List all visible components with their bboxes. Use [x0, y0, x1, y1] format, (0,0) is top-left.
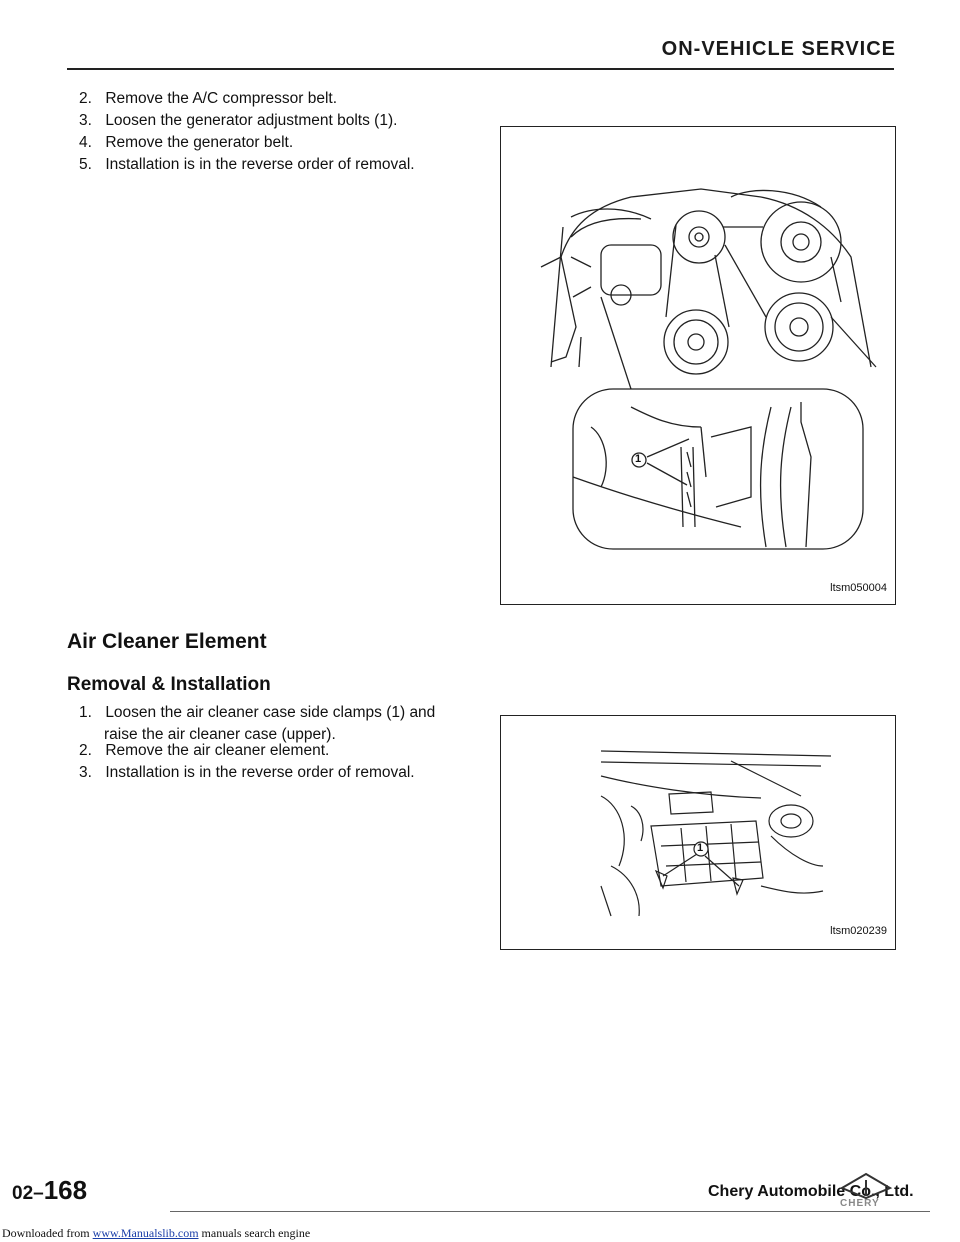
figure-callout-1: 1 [697, 842, 704, 854]
figure-code: ltsm020239 [830, 925, 887, 937]
section-title: ON-VEHICLE SERVICE [661, 38, 896, 60]
air-cleaner-illustration [501, 716, 895, 949]
step-number: 3. [79, 112, 92, 129]
step-text: Loosen the generator adjustment bolts (1). [105, 112, 398, 129]
chery-logo [836, 1170, 896, 1210]
chapter-prefix: 02– [12, 1183, 44, 1204]
step-number: 4. [79, 134, 92, 151]
step-number: 3. [79, 764, 92, 781]
logo-text: CHERY [840, 1198, 880, 1209]
step-number: 5. [79, 156, 92, 173]
step-text: Remove the air cleaner element. [105, 742, 330, 759]
tagline-text: manuals search engine [201, 1226, 311, 1240]
step-text-continued: raise the air cleaner case (upper). [104, 726, 336, 743]
step-text: Loosen the air cleaner case side clamps (1) and [105, 704, 436, 721]
step-number: 1. [79, 704, 92, 721]
generator-belt-illustration [501, 127, 895, 604]
step-3 [79, 110, 397, 132]
figure-callout-1: 1 [635, 453, 642, 465]
downloaded-from-text: Downloaded from [2, 1226, 90, 1240]
step-number: 2. [79, 742, 92, 759]
page-number [12, 1175, 87, 1206]
manualslib-link[interactable]: www.Manualslib.com [92, 1226, 199, 1240]
header-divider [67, 68, 894, 70]
company-name: Chery Automobile Co., Ltd. [708, 1183, 914, 1200]
step-text: Remove the A/C compressor belt. [105, 90, 338, 107]
step-text: Remove the generator belt. [105, 134, 294, 151]
figure-air-cleaner [500, 715, 896, 950]
air-step-2 [79, 740, 329, 762]
figure-code: ltsm050004 [830, 582, 887, 594]
step-2 [79, 88, 337, 110]
footer-divider [170, 1211, 930, 1212]
step-5 [79, 154, 415, 176]
subsection-heading: Removal & Installation [67, 674, 271, 695]
step-text: Installation is in the reverse order of removal. [105, 764, 415, 781]
page-number-value: 168 [43, 1175, 88, 1205]
step-number: 2. [79, 90, 92, 107]
download-footer [2, 1226, 310, 1241]
step-4 [79, 132, 293, 154]
figure-generator-belt [500, 126, 896, 605]
step-text: Installation is in the reverse order of removal. [105, 156, 415, 173]
air-step-3 [79, 762, 415, 784]
section-heading: Air Cleaner Element [67, 630, 267, 653]
